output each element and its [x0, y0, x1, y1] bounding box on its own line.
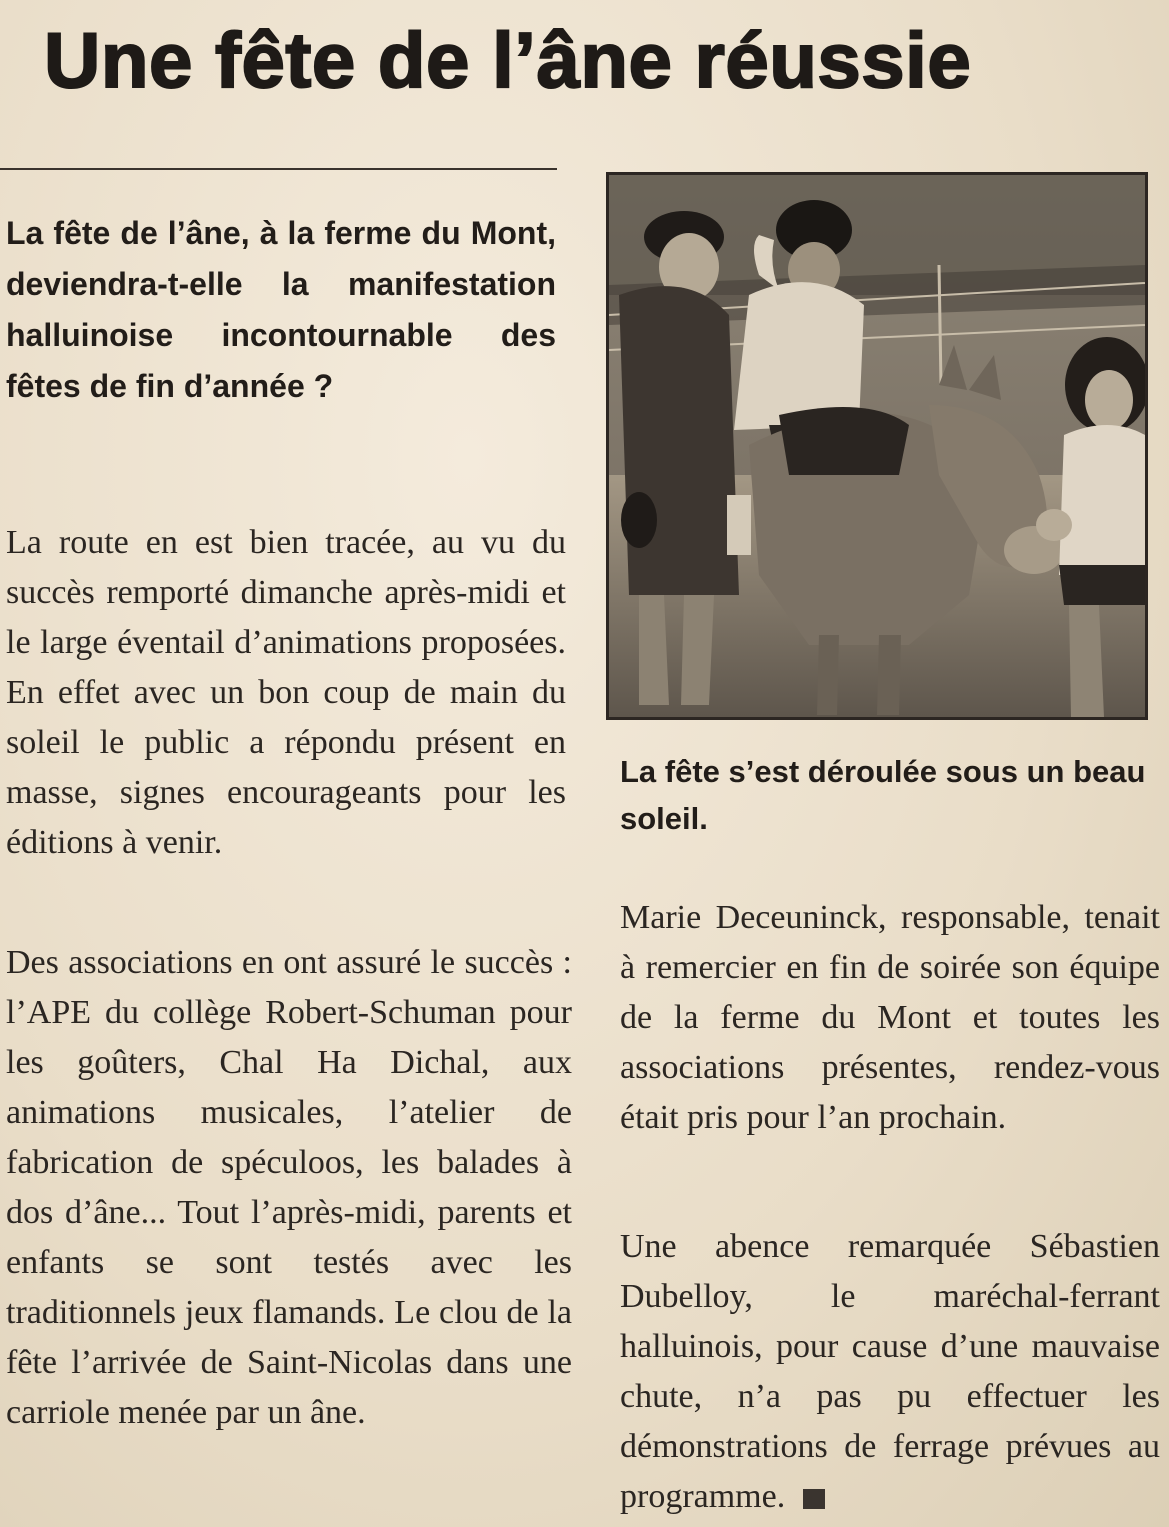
- column-rule: [0, 168, 557, 170]
- article-paragraph-2: Des associations en ont assuré le succès : l’APE du collège Robert-Schuman pour les goûters, Chal Ha Dichal, aux animations musicales, l’atelier de fabrication de spéculoos, les balades à dos d’âne... Tout l’après-midi, parents et enfants se sont testés avec les traditionnels jeux flamands. Le clou de la fête l’arrivée de Saint-Nicolas dans une carriole menée par un âne.: [6, 944, 572, 1431]
- article-paragraph-4: [620, 1222, 1160, 1522]
- lead-paragraph: La fête de l’âne, à la ferme du Mont, deviendra-t-elle la manifestation halluinoise incontournable des fêtes de fin d’année ?: [6, 215, 556, 404]
- photo-caption: La fête s’est déroulée sous un beau soleil.: [620, 754, 1146, 836]
- article-paragraph-3: Marie Deceuninck, responsable, tenait à remercier en fin de soirée son équipe de la ferme du Mont et toutes les associations présentes, rendez-vous était pris pour l’an prochain.: [620, 899, 1160, 1136]
- article-paragraph-1: La route en est bien tracée, au vu du succès remporté dimanche après-midi et le large éventail d’animations proposées. En effet avec un bon coup de main du soleil le public a répondu présent en masse, signes encourageants pour les éditions à venir.: [6, 524, 566, 861]
- end-of-article-mark: [803, 1489, 825, 1509]
- headline: Une fête de l’âne réussie: [44, 16, 972, 104]
- article-paragraph-4-text: Une abence remarquée Sébastien Dubelloy, le maréchal-ferrant halluinois, pour cause d’une mauvaise chute, n’a pas pu effectuer les démonstrations de ferrage prévues au programme.: [620, 1228, 1160, 1515]
- photo-illustration: [609, 175, 1145, 717]
- article-photo: [606, 172, 1148, 720]
